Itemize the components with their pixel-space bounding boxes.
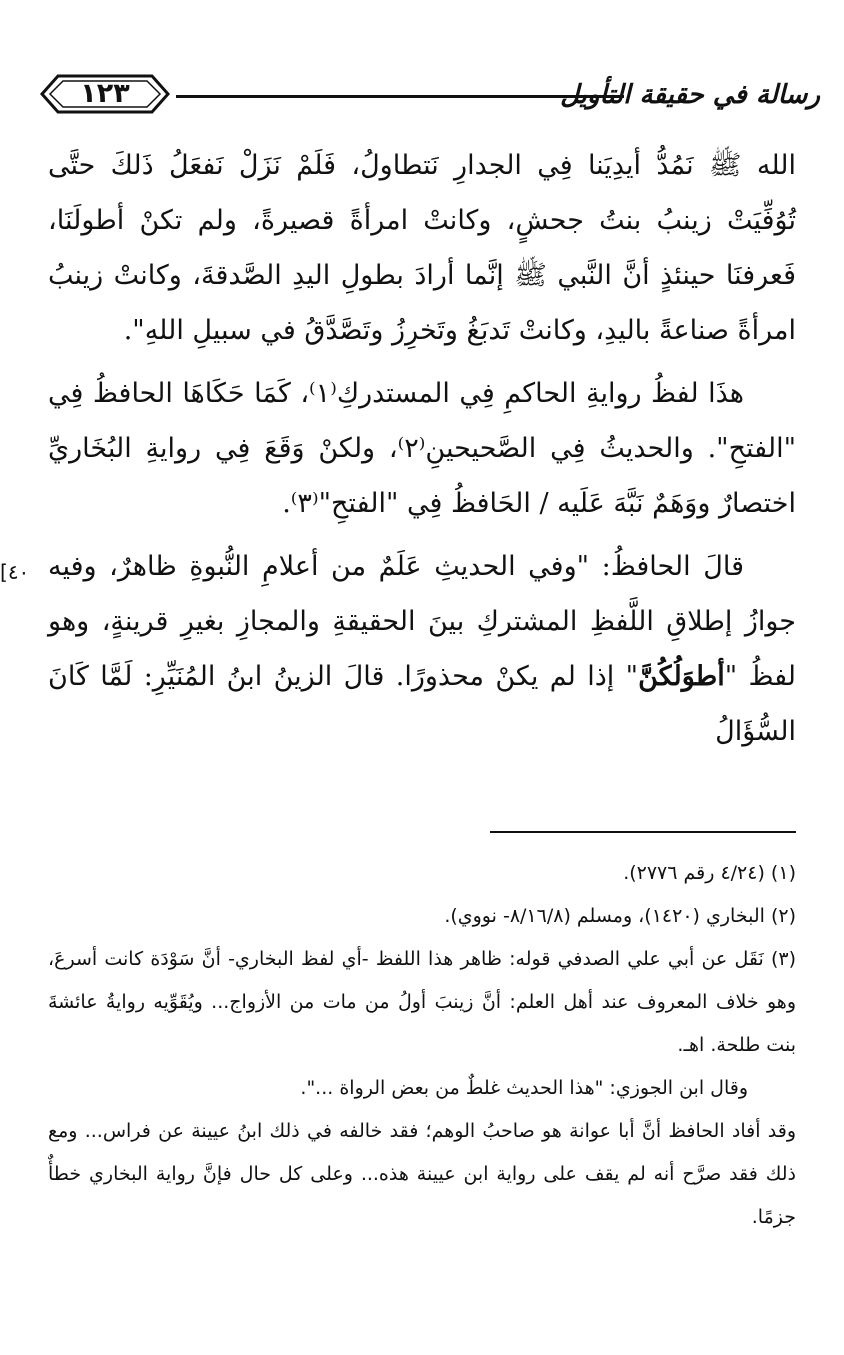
paragraph-3-start: قالَ الحافظُ: "وفي الحديثِ عَلَمٌ من أعلامِ النُّبوةِ ظاهرٌ، وفيه جوازُ إطلاقِ اللَّفظِ المشتركِ بينَ الحقيقةِ والمجازِ بغيرِ قرينةٍ، وهو لفظُ " [48,551,797,692]
footnote-3-conclusion: وقد أفاد الحافظ أنَّ أبا عوانة هو صاحبُ الوهم؛ فقد خالفه في ذلك ابنُ عيينة عن فراس... ومع ذلك فقد صرَّح أنه لم يقف على رواية ابن عيينة هذه... وعلى كل حال فإنَّ رواية البخاري خطأٌ جزمًا. [48,1120,796,1228]
page-header [40,70,820,120]
footnotes [48,852,796,1239]
page-number: ١٢٣ [80,78,130,109]
footnote-3: (٣) نَقَل عن أبي علي الصدفي قوله: ظاهر هذا اللفظ -أي لفظ البخاري- أنَّ سَوْدَة كانت أسرعَ، وهو خلاف المعروف عند أهل العلم: أنَّ زينبَ أولُ من مات من الأزواج... ويُقَوِّيه روايةُ عائشةَ بنت طلحة. اهـ. [48,948,796,1056]
footnote-separator [490,831,796,833]
paragraph-3-end: " إذا لم يكنْ محذورًا. قالَ الزينُ ابنُ المُنَيِّرِ: لَمَّا كَانَ السُّؤَالُ [48,661,796,747]
page-number-badge [40,74,170,114]
main-text [48,138,796,759]
footnote-3-continued: وقال ابن الجوزي: "هذا الحديث غلطٌ من بعض الرواة ...". [300,1077,748,1099]
footnote-1: (١) (٤/٢٤ رقم ٢٧٧٦). [623,862,796,884]
running-title: رسالة في حقيقة التأويل [560,80,820,110]
paragraph-2: هذَا لفظُ روايةِ الحاكمِ فِي المستدركِ⁽١⁾، كَمَا حَكَاهَا الحافظُ فِي "الفتحِ". والحديثُ فِي الصَّحيحينِ⁽٢⁾، ولكنْ وَقَعَ فِي روايةِ البُخَاريِّ اختصارٌ ووَهَمٌ نَبَّهَ عَلَيه / الحَافظُ فِي "الفتحِ"⁽٣⁾. [48,378,796,519]
emphasized-word: أطوَلُكُنَّ [638,661,725,692]
footnote-2: (٢) البخاري (١٤٢٠)، ومسلم (٨/١٦/٨- نووي). [444,905,796,927]
paragraph-1: الله ﷺ نَمُدُّ أيدِيَنا فِي الجدارِ نَتطاولُ، فَلَمْ نَزَلْ نَفعَلُ ذَلكَ حتَّى تُوُفِّيَتْ زينبُ بنتُ جحشٍ، وكانتْ امرأةً قصيرةً، ولم تكنْ أطولَنَا، فَعرفنَا حينئذٍ أنَّ النَّبي ﷺ إنَّما أرادَ بطولِ اليدِ الصَّدقةَ، وكانتْ زينبُ امرأةً صناعةً باليدِ، وكانتْ تَدبَغُ وتَخرِزُ وتَصَّدَّقُ في سبيلِ اللهِ". [48,150,796,346]
header-rule [176,95,624,98]
manuscript-page-marker: [٤٠ [0,560,30,584]
paragraph-3 [48,539,796,759]
